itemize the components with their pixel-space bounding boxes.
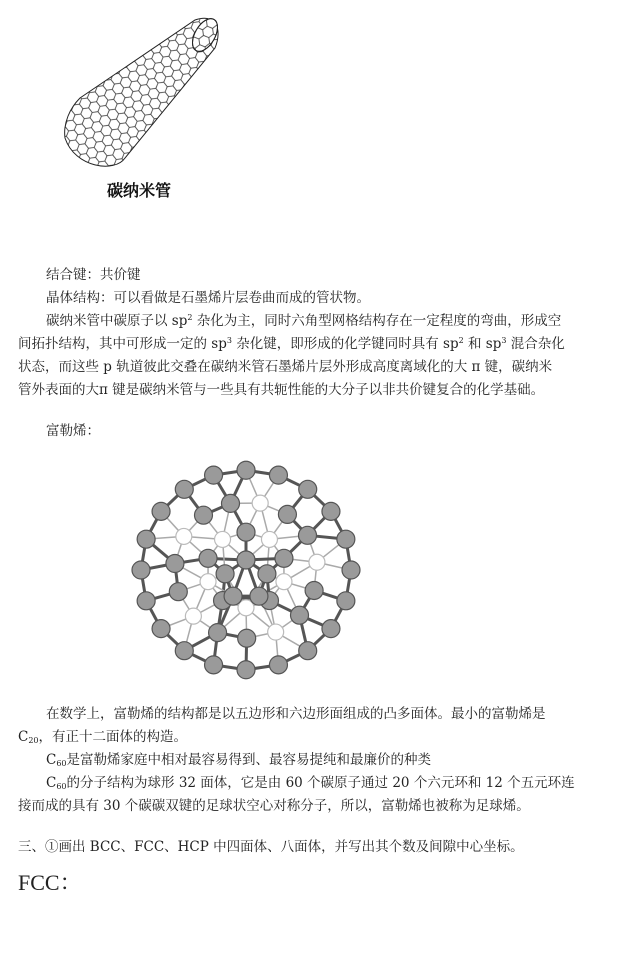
fullerene-atom xyxy=(221,494,239,512)
fullerene-atom xyxy=(238,629,256,647)
para1-line3: 状态，而这些 p 轨道彼此交叠在碳纳米管石墨烯片层外形成高度离域化的大 π 键，碳纳米 xyxy=(18,359,553,375)
fullerene-atom xyxy=(216,565,234,583)
fullerene-atom xyxy=(200,574,216,590)
para2-line2: $C_{20}$，有正十二面体的构造。 xyxy=(18,729,188,745)
fullerene-atom xyxy=(291,606,309,624)
para1-line1: 碳纳米管中碳原子以 $sp^2$ 杂化为主，同时六角型网格结构存在一定程度的弯曲，形成空 xyxy=(46,313,562,329)
fullerene-atom xyxy=(252,495,268,511)
fullerene-atom xyxy=(199,549,217,567)
fullerene-atom xyxy=(322,502,340,520)
fullerene-atom xyxy=(152,502,170,520)
fullerene-atom xyxy=(194,506,212,524)
fullerene-atom xyxy=(299,480,317,498)
fcc-heading: FCC： xyxy=(18,870,82,895)
fullerene-atom xyxy=(166,555,184,573)
para1-line2: 间拓扑结构，其中可形成一定的 $sp^3$ 杂化键，即形成的化学键同时具有 $sp^2$ 和 $sp^3$ 混合杂化 xyxy=(18,336,565,352)
fullerene-atom xyxy=(258,565,276,583)
fullerene-atom xyxy=(269,656,287,674)
fullerene-atom xyxy=(224,587,242,605)
fullerene-atom xyxy=(237,551,255,569)
fullerene-atom xyxy=(175,642,193,660)
fullerene-atom xyxy=(276,574,292,590)
section3-heading: 三、①画出 BCC、FCC、HCP 中四面体、八面体，并写出其个数及间隙中心坐标。 xyxy=(18,839,524,855)
fullerene-atom xyxy=(205,466,223,484)
fullerene-atom xyxy=(152,620,170,638)
fullerene-atom xyxy=(175,480,193,498)
fullerene-atom xyxy=(275,549,293,567)
fullerene-atom xyxy=(250,587,268,605)
fullerene-atom xyxy=(237,661,255,679)
fullerene-atom xyxy=(269,466,287,484)
para2-line4: $C_{60}$的分子结构为球形 32 面体，它是由 60 个碳原子通过 20 个六元环和 12 个五元环连 xyxy=(46,775,575,791)
fullerene-atom xyxy=(261,531,277,547)
fullerene-atom xyxy=(337,592,355,610)
fullerene-atom xyxy=(299,642,317,660)
fullerene-atom xyxy=(337,530,355,548)
fullerene-atom xyxy=(237,523,255,541)
fullerene-atom xyxy=(237,461,255,479)
fullerene-atom xyxy=(298,526,316,544)
fullerene-figure xyxy=(115,448,377,693)
para2-line3: $C_{60}$是富勒烯家庭中相对最容易得到、最容易提纯和最廉价的种类 xyxy=(46,752,432,768)
fullerene-atom xyxy=(305,581,323,599)
para2-line5: 接而成的具有 30 个碳碳双键的足球状空心对称分子，所以，富勒烯也被称为足球烯。 xyxy=(18,798,530,814)
fullerene-atom xyxy=(209,624,227,642)
bonding-line: 结合键：共价键 xyxy=(46,267,141,283)
fullerene-atom xyxy=(309,554,325,570)
fullerene-atom xyxy=(185,608,201,624)
fullerene-atom xyxy=(268,624,284,640)
fullerene-atom xyxy=(132,561,150,579)
fullerene-atom xyxy=(278,505,296,523)
fullerene-heading: 富勒烯： xyxy=(46,423,100,439)
crystal-line: 晶体结构：可以看做是石墨烯片层卷曲而成的管状物。 xyxy=(46,290,370,306)
nanotube-caption: 碳纳米管 xyxy=(107,181,172,200)
fullerene-atom xyxy=(169,583,187,601)
fullerene-atom xyxy=(215,531,231,547)
fullerene-atom xyxy=(205,656,223,674)
fullerene-atom xyxy=(137,592,155,610)
para1-line4: 管外表面的大π 键是碳纳米管与一些具有共轭性能的大分子以非共价键复合的化学基础。 xyxy=(18,382,545,398)
fullerene-atom xyxy=(322,620,340,638)
fullerene-atom xyxy=(342,561,360,579)
nanotube-figure xyxy=(55,8,230,178)
fullerene-atom xyxy=(137,530,155,548)
fullerene-atom xyxy=(176,528,192,544)
para2-line1: 在数学上，富勒烯的结构都是以五边形和六边形面组成的凸多面体。最小的富勒烯是 xyxy=(46,706,546,722)
